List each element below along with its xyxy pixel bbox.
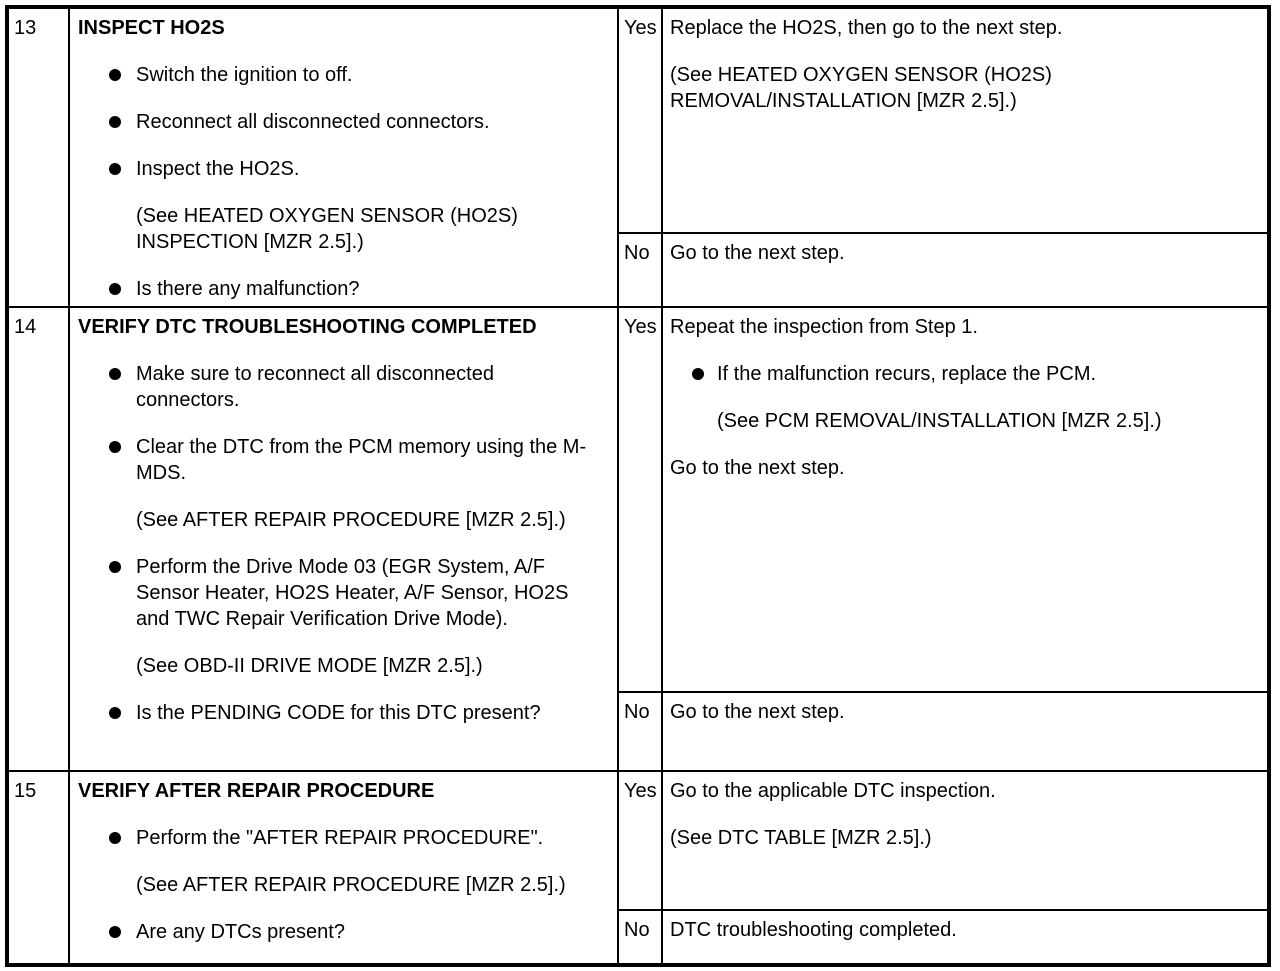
action-content [670, 778, 1259, 851]
step-row-14-yes [7, 307, 1269, 692]
answer-yes-label: Yes [624, 17, 657, 39]
answer-no-cell [618, 233, 662, 307]
procedure-cell [69, 307, 618, 771]
action-content [670, 699, 1259, 725]
action-yes-cell [662, 771, 1269, 910]
procedure-title: INSPECT HO2S [78, 17, 225, 39]
answer-yes-cell [618, 307, 662, 692]
action-text: Go to the applicable DTC inspection. [670, 780, 996, 802]
action-yes-cell [662, 307, 1269, 692]
procedure-item: Perform the "AFTER REPAIR PROCEDURE". [78, 825, 613, 851]
action-no-cell [662, 692, 1269, 771]
action-text: Go to the next step. [670, 241, 845, 264]
step-number-cell [7, 771, 69, 965]
answer-no-label: No [624, 919, 650, 941]
see-reference: (See PCM REMOVAL/INSTALLATION [MZR 2.5].) [717, 410, 1162, 432]
action-content [670, 314, 1259, 481]
procedure-item: Reconnect all disconnected connectors. [78, 109, 613, 135]
procedure-content [78, 778, 613, 945]
answer-no-label: No [624, 241, 650, 264]
see-reference: (See HEATED OXYGEN SENSOR (HO2S) REMOVAL/INSTALLATION [MZR 2.5].) [670, 64, 1052, 112]
procedure-title: VERIFY DTC TROUBLESHOOTING COMPLETED [78, 316, 537, 338]
answer-yes-label: Yes [624, 780, 657, 802]
procedure-question: Are any DTCs present? [78, 919, 613, 945]
procedure-item: Perform the Drive Mode 03 (EGR System, A/F Sensor Heater, HO2S Heater, A/F Sensor, HO2S and TWC Repair Verification Drive Mode). [78, 554, 613, 632]
answer-yes-cell [618, 7, 662, 233]
procedure-item: Clear the DTC from the PCM memory using the M-MDS. [78, 434, 613, 486]
action-text: Go to the next step. [670, 701, 845, 723]
procedure-cell [69, 771, 618, 965]
procedure-item: Switch the ignition to off. [78, 62, 613, 88]
answer-yes-cell [618, 771, 662, 910]
step-number: 14 [14, 316, 37, 338]
answer-yes-label: Yes [624, 316, 657, 338]
see-reference: (See HEATED OXYGEN SENSOR (HO2S) INSPECTION [MZR 2.5].) [136, 205, 518, 253]
step-row-13-yes [7, 7, 1269, 233]
action-content [670, 240, 1259, 266]
step-number: 15 [14, 780, 37, 802]
step-row-15-yes [7, 771, 1269, 910]
action-yes-cell [662, 7, 1269, 233]
action-text: Replace the HO2S, then go to the next step. [670, 17, 1063, 39]
procedure-question: Is there any malfunction? [78, 276, 613, 302]
action-content [670, 917, 1259, 943]
action-no-cell [662, 233, 1269, 307]
step-number: 13 [14, 17, 37, 39]
procedure-cell [69, 7, 618, 307]
step-number-cell [7, 307, 69, 771]
action-text: DTC troubleshooting completed. [670, 919, 957, 941]
action-item: If the malfunction recurs, replace the PCM. [670, 361, 1259, 387]
action-no-cell [662, 910, 1269, 965]
see-reference: (See AFTER REPAIR PROCEDURE [MZR 2.5].) [136, 874, 566, 896]
procedure-content [78, 15, 613, 302]
answer-no-cell [618, 910, 662, 965]
action-text: Go to the next step. [670, 457, 845, 479]
troubleshooting-table [5, 5, 1271, 967]
procedure-item: Make sure to reconnect all disconnected connectors. [78, 361, 613, 413]
see-reference: (See OBD-II DRIVE MODE [MZR 2.5].) [136, 655, 483, 677]
procedure-item: Inspect the HO2S. [78, 156, 613, 182]
step-number-cell [7, 7, 69, 307]
procedure-title: VERIFY AFTER REPAIR PROCEDURE [78, 780, 435, 802]
answer-no-label: No [624, 701, 650, 723]
answer-no-cell [618, 692, 662, 771]
procedure-question: Is the PENDING CODE for this DTC present? [78, 700, 613, 726]
see-reference: (See DTC TABLE [MZR 2.5].) [670, 827, 932, 849]
action-content [670, 15, 1259, 114]
action-text: Repeat the inspection from Step 1. [670, 316, 978, 338]
see-reference: (See AFTER REPAIR PROCEDURE [MZR 2.5].) [136, 509, 566, 531]
procedure-content [78, 314, 613, 726]
